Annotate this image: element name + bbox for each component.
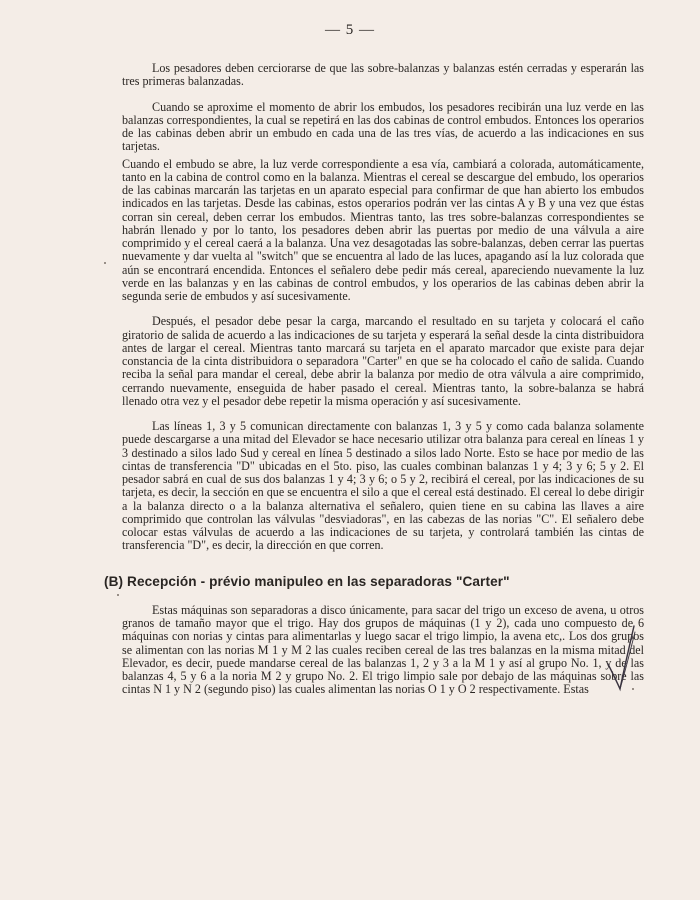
body-text [104, 61, 644, 709]
paragraph-lines: Las líneas 1, 3 y 5 comunican directamente con balanzas 1, 3 y 5 y como cada balanza solamente puede descargarse a una mitad del Elevador se hace necesario utilizar otra balanza para cereal en líneas 1 y 3 destinado a silos lado Sud y cereal en línea 5 destinado a silos lado Norte. Esto se hace por medio de las cintas de transferencia "D" ubicadas en el 5to. piso, las cuales combinan balanzas 1 y 4; 3 y 6; 5 y 2. El pesador sabrá en cual de sus dos balanzas 1 y 4; 3 y 6; o 5 y 2, recibirá el cereal, por las indicaciones de su tarjeta, es decir, la sección en que se encuentra el silo a que el cereal está destinado. El cereal lo debe dirigir a la balanza directo o a la balanza alternativa el señalero, quien tiene en su cabina las llaves a aire comprimido que controlan las válvulas "desviadoras", en las cabezas de las norias "C". El señalero debe colocar estas válvulas de acuerdo a las indicaciones de su tarjeta, y controlará también las cintas de transferencia "D", es decir, la dirección en que corren. [122, 419, 644, 553]
paragraph-weighing: Después, el pesador debe pesar la carga, marcando el resultado en su tarjeta y colocará el caño giratorio de salida de acuerdo a las indicaciones de su tarjeta y esperará la señal desde la cinta distribuidora antes de largar el cereal. Mientras tanto marcará su tarjeta en el aparato marcador que existe para dejar constancia de la cinta distribuidora o separadora "Carter" en que se ha colocado el caño de salida. Cuando reciba la señal para mandar el cereal, debe abrir la balanza por medio de otra válvula a aire comprimido, cerrando nuevamente, enseguida de haber pasado el cereal. Mientras tanto, la sobre-balanza se habrá llenado otra vez y el pesador debe repetir la misma operación y así sucesivamente. [122, 314, 644, 408]
margin-dot [117, 594, 119, 596]
page-number: — 5 — [325, 22, 375, 38]
paragraph-hopper-open: Cuando el embudo se abre, la luz verde correspondiente a esa vía, cambiará a colorada, automáticamente, tanto en la cabina de control como en la balanza. Mientras el cereal se descargue del embudo, los operarios de las cabinas marcarán las tarjetas en un aparato especial para confirmar de que han abierto los embudos indicados en las tarjetas. Desde las cabinas, estos operarios podrán ver las cintas A y B y una vez que éstas corran sin cereal, deben cerrar los embudos. Mientras tanto, las tres sobre-balanzas correspondientes se habrán llenado y por lo tanto, los pesadores deben abrir las puertas por medio de una válvula a aire comprimido y el cereal caerá a la balanza. Una vez desagotadas las sobre-balanzas, deben cerrar las puertas nuevamente y dar vuelta al "switch" que se encuentra al lado de las luces, apagando así la luz colorada que aún se encontrará encendida. Entonces el señalero debe pedir más cereal, apareciendo nuevamente la luz verde en las balanzas y en las cabinas de control embudos, y los operarios de las cabinas deben abrir la segunda serie de embudos y así sucesivamente. [122, 156, 644, 303]
paragraph-separators: Estas máquinas son separadoras a disco únicamente, para sacar del trigo un exceso de avena, u otros granos de tamaño mayor que el trigo. Hay dos grupos de máquinas (1 y 2), cada uno compuesto de 6 máquinas con norias y cintas para alimentarlas y luego sacar el trigo limpio, la avena etc,. Los dos grupos se alimentan con las norias M 1 y M 2 las cuales reciben cereal de las tres balanzas en la misma mitad del Elevador, es decir, puede mandarse cereal de las balanzas 1, 2 y 3 a la M 1 y así al grupo No. 1, y de las balanzas 4, 5 y 6 a la noria M 2 y grupo No. 2. El trigo limpio sale por debajo de las máquinas sobre las cintas N 1 y N 2 (segundo piso) las cuales alimentan las norias O 1 y O 2 respectivamente. Estas [122, 602, 644, 697]
margin-dot [104, 262, 106, 264]
margin-dot [632, 688, 634, 690]
paragraph-weighers-check: Los pesadores deben cerciorarse de que las sobre-balanzas y balanzas estén cerradas y esperarán las tres primeras balanzadas. [122, 61, 644, 89]
handwritten-check-mark-icon [606, 622, 636, 692]
section-heading: (B) Recepción - prévio manipuleo en las separadoras "Carter" [104, 573, 510, 589]
paragraph-green-light: Cuando se aproxime el momento de abrir los embudos, los pesadores recibirán una luz verde en las balanzas correspondientes, la cual se repetirá en las dos cabinas de control embudos. Entonces los operarios de las cabinas deben abrir un embudo en cada una de las tres vías, de acuerdo a las indicaciones en sus tarjetas. [122, 99, 644, 154]
